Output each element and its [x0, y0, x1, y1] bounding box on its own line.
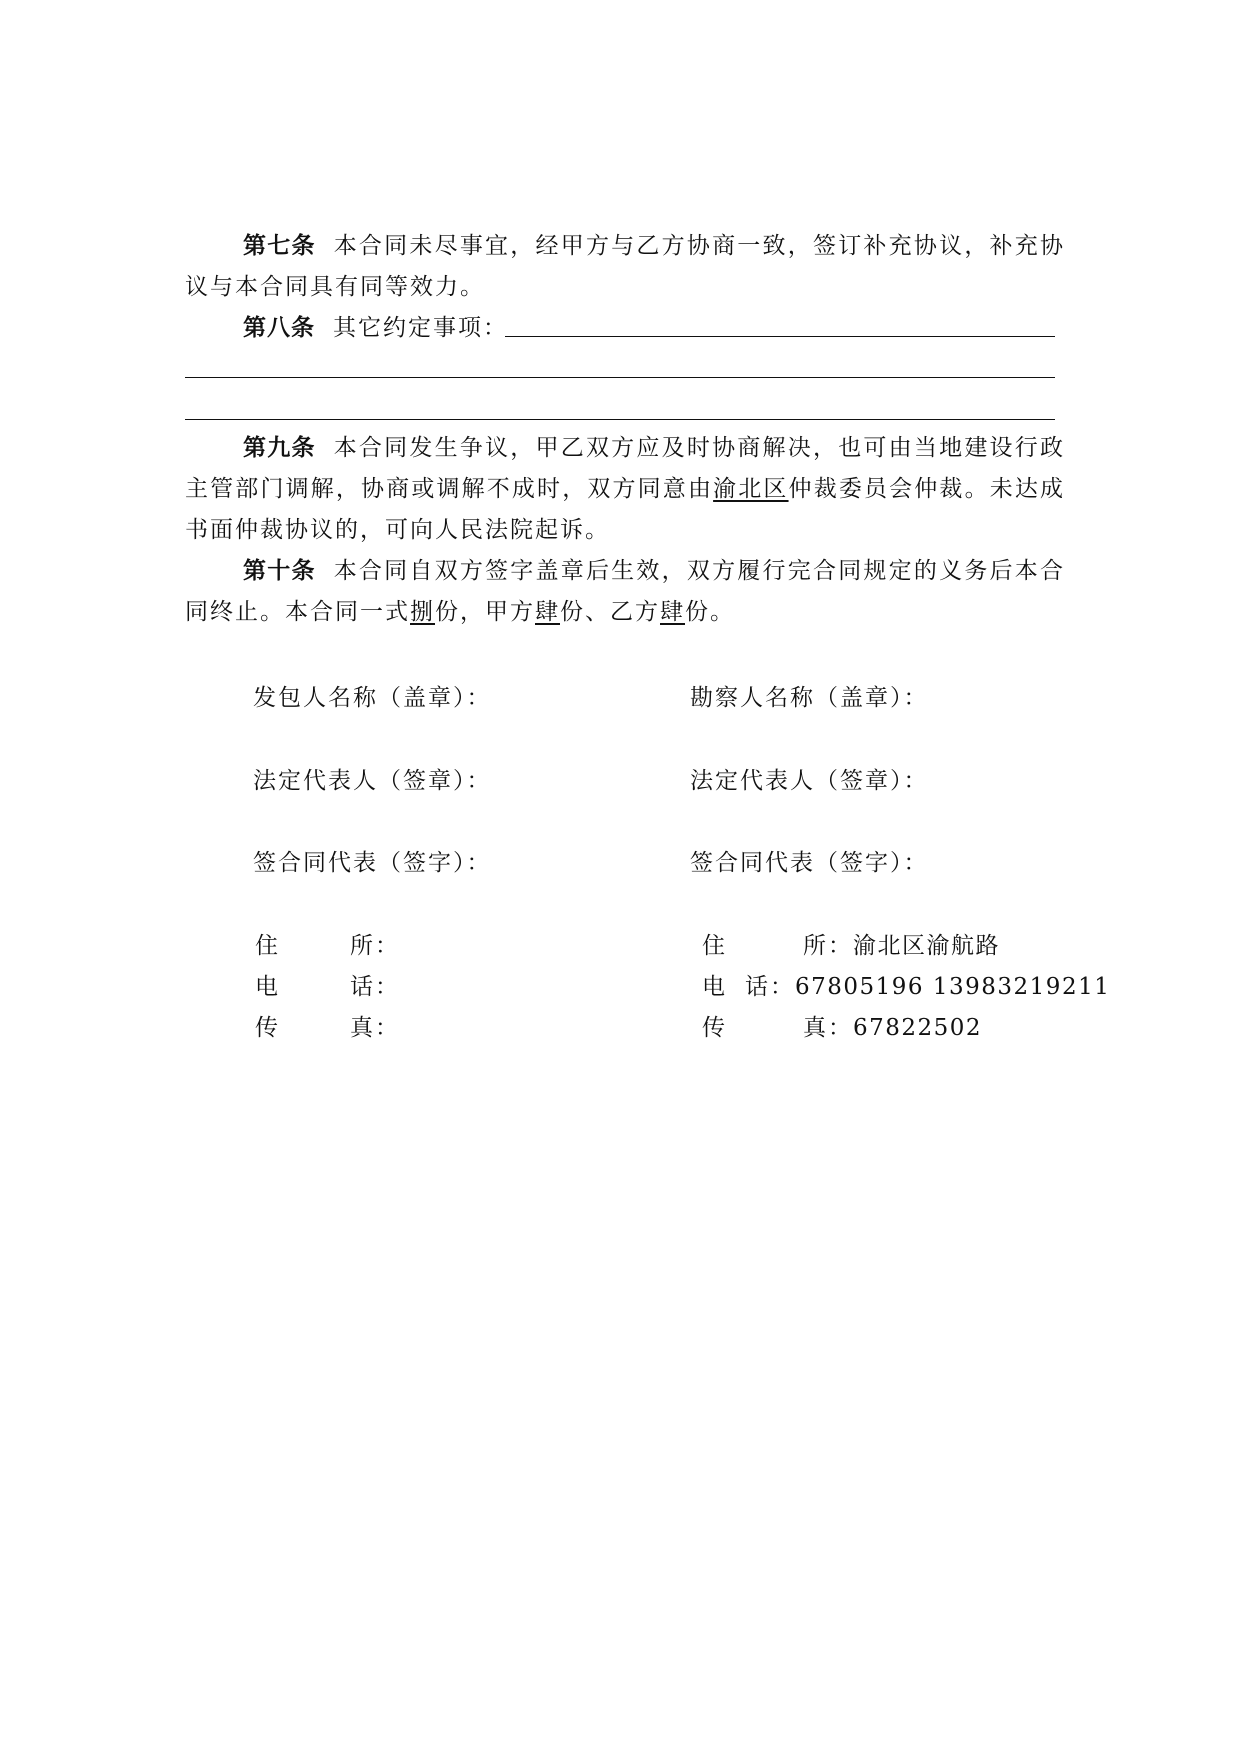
employer-fax-label-b: 真：	[350, 1015, 400, 1041]
employer-legal-rep-label: 法定代表人（签章）：	[253, 768, 492, 794]
article-8-blank-line-2	[185, 377, 1055, 378]
article-10-text-b: 份，甲方	[435, 599, 535, 625]
employer-fax-label-a: 传	[255, 1015, 280, 1041]
surveyor-address-value: 渝北区渝航路	[853, 933, 1000, 959]
article-8-text: 其它约定事项：	[333, 315, 508, 341]
article-8-label: 第八条	[243, 315, 315, 341]
employer-phone-label-a: 电	[255, 974, 280, 1000]
surveyor-fax-value: 67822502	[853, 1015, 983, 1041]
article-7-label: 第七条	[243, 233, 316, 259]
surveyor-address-label-a: 住	[702, 933, 727, 959]
surveyor-fax-row	[702, 1013, 982, 1043]
surveyor-fax-label-a: 传	[702, 1015, 727, 1041]
surveyor-phone-row	[702, 972, 1110, 1002]
article-7	[185, 226, 1065, 308]
surveyor-address-label-b: 所：	[803, 933, 853, 959]
surveyor-phone-label-a: 电	[702, 974, 727, 1000]
article-10	[185, 551, 1065, 633]
surveyor-phone-label-b: 话：	[745, 974, 795, 1000]
employer-address-row	[255, 931, 400, 961]
article-8	[185, 308, 1065, 349]
surveyor-name-seal-label: 勘察人名称（盖章）：	[690, 685, 929, 711]
article-8-blank-line-1	[505, 336, 1055, 337]
employer-fax-row	[255, 1013, 400, 1043]
surveyor-legal-rep-label: 法定代表人（签章）：	[690, 768, 929, 794]
surveyor-phone-value: 67805196 13983219211	[795, 974, 1111, 1000]
article-8-blank-line-3	[185, 419, 1055, 420]
employer-address-label-b: 所：	[350, 933, 400, 959]
article-10-label: 第十条	[243, 558, 316, 584]
article-9-text-a: 本合同发生争议，甲乙双方应及时协商解决，也可由当地建设行政主管部门调解，协商或调解不成时，双方同意由	[185, 435, 1066, 502]
surveyor-signer-label: 签合同代表（签字）：	[690, 850, 929, 876]
article-10-text-a: 本合同自双方签字盖章后生效，双方履行完合同规定的义务后本合同终止。本合同一式	[185, 558, 1066, 625]
employer-phone-label-b: 话：	[350, 974, 400, 1000]
arbitration-place: 渝北区	[713, 476, 789, 502]
article-10-text-c: 份、乙方	[560, 599, 660, 625]
employer-address-label-a: 住	[255, 933, 280, 959]
article-9-label: 第九条	[243, 435, 316, 461]
party-b-copies: 肆	[660, 599, 685, 625]
article-9	[185, 428, 1065, 551]
surveyor-fax-label-b: 真：	[803, 1015, 853, 1041]
employer-name-seal-label: 发包人名称（盖章）：	[253, 685, 492, 711]
party-a-copies: 肆	[535, 599, 560, 625]
article-10-text-d: 份。	[685, 599, 735, 625]
surveyor-address-row	[702, 931, 1000, 961]
employer-phone-row	[255, 972, 400, 1002]
employer-signer-label: 签合同代表（签字）：	[253, 850, 492, 876]
article-9-text-b: 仲裁委员会仲裁。未达成书面仲裁协议的，可向人民法院起诉。	[185, 476, 1066, 543]
article-7-text: 本合同未尽事宜，经甲方与乙方协商一致，签订补充协议，补充协议与本合同具有同等效力。	[185, 233, 1066, 300]
total-copies: 捌	[410, 599, 435, 625]
